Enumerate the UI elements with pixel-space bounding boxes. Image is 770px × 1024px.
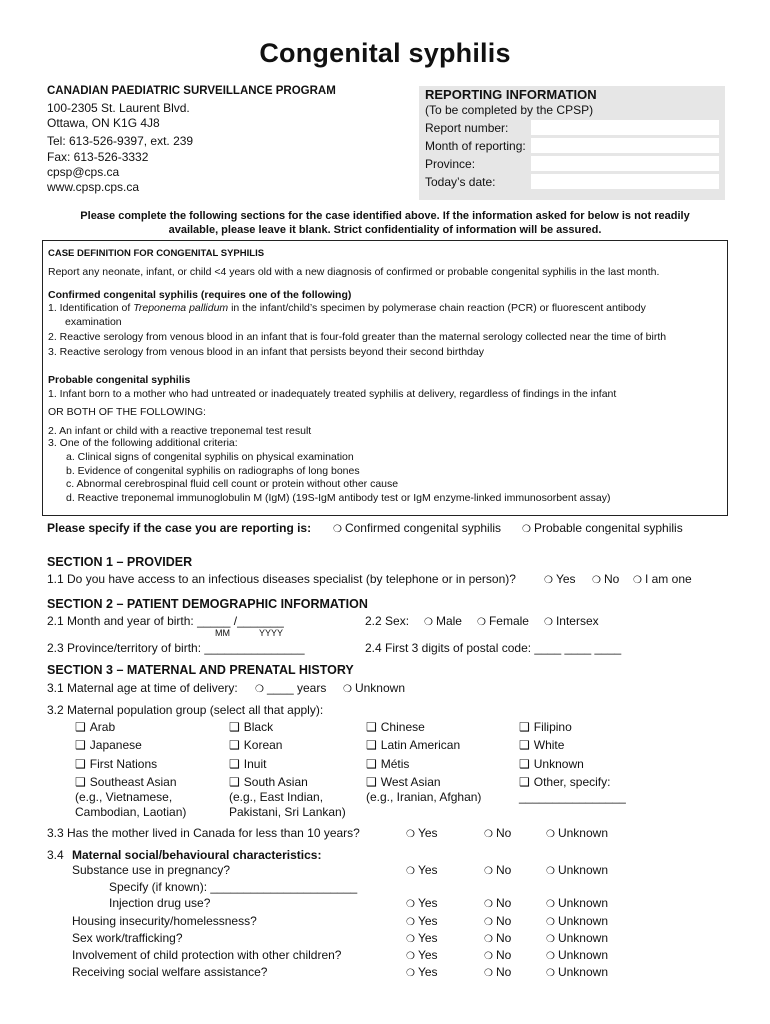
probable-radio[interactable]: ❍ Probable congenital syphilis [522, 521, 683, 535]
month-of-reporting-label: Month of reporting: [425, 139, 526, 153]
q3-1-unknown[interactable]: ❍ Unknown [343, 681, 405, 695]
q3-4-heading: Maternal social/behavioural characteristics: [72, 848, 322, 862]
province-field[interactable] [531, 156, 719, 171]
program-tel: Tel: 613-526-9397, ext. 239 [47, 134, 194, 148]
q3-3-no[interactable]: ❍ No [484, 826, 511, 840]
q1-1-yes[interactable]: ❍ Yes [544, 572, 576, 586]
housing-yes[interactable]: ❍ Yes [406, 914, 438, 928]
group-japanese[interactable]: ❑ Japanese [75, 738, 142, 752]
group-latin-american[interactable]: ❑ Latin American [366, 738, 460, 752]
confirmed-item-3: 3. Reactive serology from venous blood in an infant that persists beyond their second birthday [48, 346, 485, 358]
q3-2-label: 3.2 Maternal population group (select all that apply): [47, 703, 324, 717]
report-number-label: Report number: [425, 121, 509, 135]
group-unknown[interactable]: ❑ Unknown [519, 757, 584, 771]
sexwork-no[interactable]: ❍ No [484, 931, 511, 945]
substance-use-yes[interactable]: ❍ Yes [406, 863, 438, 877]
province-label: Province: [425, 157, 476, 171]
section2-heading: SECTION 2 – PATIENT DEMOGRAPHIC INFORMATION [47, 597, 368, 611]
q3-4-number: 3.4 [47, 848, 64, 862]
substance-specify-field[interactable]: Specify (if known): ______________________ [109, 880, 358, 894]
confirmed-item-1: 1. Identification of Treponema pallidum in the infant/child’s specimen by polymerase chain reaction (PCR) or fluorescent antibody [48, 302, 646, 314]
group-arab[interactable]: ❑ Arab [75, 720, 115, 734]
report-number-field[interactable] [531, 120, 719, 135]
program-email[interactable]: cpsp@cps.ca [47, 165, 120, 179]
group-other[interactable]: ❑ Other, specify: [519, 775, 610, 789]
housing-no[interactable]: ❍ No [484, 914, 511, 928]
group-south-asian-eg2: Pakistani, Sri Lankan) [229, 805, 346, 819]
group-white[interactable]: ❑ White [519, 738, 564, 752]
sex-male[interactable]: ❍ Male [424, 614, 462, 628]
group-black[interactable]: ❑ Black [229, 720, 273, 734]
child-protection-no[interactable]: ❍ No [484, 948, 511, 962]
q1-1-label: 1.1 Do you have access to an infectious diseases specialist (by telephone or in person)? [47, 572, 516, 586]
group-south-asian-eg1: (e.g., East Indian, [229, 790, 324, 804]
housing-label: Housing insecurity/homelessness? [72, 914, 257, 928]
todays-date-label: Today’s date: [425, 175, 496, 189]
sexwork-unknown[interactable]: ❍ Unknown [546, 931, 608, 945]
sex-intersex[interactable]: ❍ Intersex [544, 614, 599, 628]
case-definition-intro: Report any neonate, infant, or child <4 years old with a new diagnosis of confirmed or probable congenital syphilis in the last month. [48, 266, 660, 278]
program-address-line1: 100-2305 St. Laurent Blvd. [47, 101, 190, 115]
welfare-unknown[interactable]: ❍ Unknown [546, 965, 608, 979]
group-korean[interactable]: ❑ Korean [229, 738, 282, 752]
group-west-asian[interactable]: ❑ West Asian [366, 775, 441, 789]
q2-2-sex-label: 2.2 Sex: [365, 614, 410, 628]
specify-label: Please specify if the case you are reporting is: [47, 521, 312, 535]
group-southeast-asian[interactable]: ❑ Southeast Asian [75, 775, 177, 789]
child-protection-yes[interactable]: ❍ Yes [406, 948, 438, 962]
sexwork-yes[interactable]: ❍ Yes [406, 931, 438, 945]
probable-item-3: 3. One of the following additional criteria: [48, 437, 238, 449]
group-other-specify-field[interactable]: ________________ [519, 790, 626, 804]
program-address-line2: Ottawa, ON K1G 4J8 [47, 116, 160, 130]
program-name: CANADIAN PAEDIATRIC SURVEILLANCE PROGRAM [47, 85, 336, 97]
reporting-info-title: REPORTING INFORMATION [425, 87, 597, 102]
probable-item-1: 1. Infant born to a mother who had untreated or inadequately treated syphilis at delivery, regardless of findings in the infant [48, 388, 617, 400]
group-filipino[interactable]: ❑ Filipino [519, 720, 572, 734]
group-chinese[interactable]: ❑ Chinese [366, 720, 425, 734]
mm-label: MM [215, 628, 230, 638]
program-website[interactable]: www.cpsp.cps.ca [47, 180, 140, 194]
q3-3-unknown[interactable]: ❍ Unknown [546, 826, 608, 840]
q2-4-postal[interactable]: 2.4 First 3 digits of postal code: ____ ____ ____ [365, 641, 622, 655]
q1-1-i-am-one[interactable]: ❍ I am one [633, 572, 692, 586]
injection-drug-no[interactable]: ❍ No [484, 896, 511, 910]
confirmed-heading: Confirmed congenital syphilis (requires one of the following) [48, 289, 352, 301]
program-fax: Fax: 613-526-3332 [47, 150, 149, 164]
child-protection-unknown[interactable]: ❍ Unknown [546, 948, 608, 962]
group-south-asian[interactable]: ❑ South Asian [229, 775, 308, 789]
q3-1-label: 3.1 Maternal age at time of delivery: [47, 681, 238, 695]
injection-drug-label: Injection drug use? [109, 896, 211, 910]
confirmed-radio[interactable]: ❍ Confirmed congenital syphilis [333, 521, 501, 535]
injection-drug-unknown[interactable]: ❍ Unknown [546, 896, 608, 910]
month-of-reporting-field[interactable] [531, 138, 719, 153]
instructions: Please complete the following sections for the case identified above. If the information asked for below is not readily available, please leave it blank. Strict confidentiality of information will be assured. [80, 210, 690, 236]
group-southeast-asian-eg2: Cambodian, Laotian) [75, 805, 187, 819]
confirmed-item-2: 2. Reactive serology from venous blood in an infant that is four-fold greater than the maternal serology collected near the time of birth [48, 331, 667, 343]
criterion-c: c. Abnormal cerebrospinal fluid cell count or protein without other cause [66, 478, 399, 490]
or-both-label: OR BOTH OF THE FOLLOWING: [48, 406, 206, 418]
q3-3-label: 3.3 Has the mother lived in Canada for less than 10 years? [47, 826, 360, 840]
yyyy-label: YYYY [259, 628, 284, 638]
injection-drug-yes[interactable]: ❍ Yes [406, 896, 438, 910]
reporting-info-subtitle: (To be completed by the CPSP) [425, 103, 594, 117]
section3-heading: SECTION 3 – MATERNAL AND PRENATAL HISTORY [47, 663, 354, 677]
section1-heading: SECTION 1 – PROVIDER [47, 555, 193, 569]
group-west-asian-eg: (e.g., Iranian, Afghan) [366, 790, 482, 804]
group-inuit[interactable]: ❑ Inuit [229, 757, 266, 771]
housing-unknown[interactable]: ❍ Unknown [546, 914, 608, 928]
q1-1-no[interactable]: ❍ No [592, 572, 619, 586]
group-first-nations[interactable]: ❑ First Nations [75, 757, 157, 771]
group-metis[interactable]: ❑ Métis [366, 757, 409, 771]
q3-3-yes[interactable]: ❍ Yes [406, 826, 438, 840]
child-protection-label: Involvement of child protection with other children? [72, 948, 342, 962]
page-title: Congenital syphilis [259, 38, 511, 68]
q2-3-province[interactable]: 2.3 Province/territory of birth: _______________ [47, 641, 305, 655]
group-southeast-asian-eg1: (e.g., Vietnamese, [75, 790, 173, 804]
q2-1-birth[interactable]: 2.1 Month and year of birth: _____ /_______ [47, 614, 284, 628]
todays-date-field[interactable] [531, 174, 719, 189]
criterion-a: a. Clinical signs of congenital syphilis on physical examination [66, 451, 354, 463]
probable-heading: Probable congenital syphilis [48, 374, 191, 386]
sexwork-label: Sex work/trafficking? [72, 931, 183, 945]
substance-use-label: Substance use in pregnancy? [72, 863, 231, 877]
criterion-b: b. Evidence of congenital syphilis on radiographs of long bones [66, 465, 360, 477]
case-definition-heading: CASE DEFINITION FOR CONGENITAL SYPHILIS [48, 248, 265, 259]
q3-1-years[interactable]: ❍ ____ years [255, 681, 326, 695]
confirmed-item-1-cont: examination [65, 316, 122, 328]
welfare-label: Receiving social welfare assistance? [72, 965, 268, 979]
welfare-yes[interactable]: ❍ Yes [406, 965, 438, 979]
sex-female[interactable]: ❍ Female [477, 614, 529, 628]
substance-use-unknown[interactable]: ❍ Unknown [546, 863, 608, 877]
criterion-d: d. Reactive treponemal immunoglobulin M (IgM) (19S-IgM antibody test or IgM enzyme-linked immunosorbent assay) [66, 492, 611, 504]
substance-use-no[interactable]: ❍ No [484, 863, 511, 877]
welfare-no[interactable]: ❍ No [484, 965, 511, 979]
probable-item-2: 2. An infant or child with a reactive treponemal test result [48, 425, 312, 437]
